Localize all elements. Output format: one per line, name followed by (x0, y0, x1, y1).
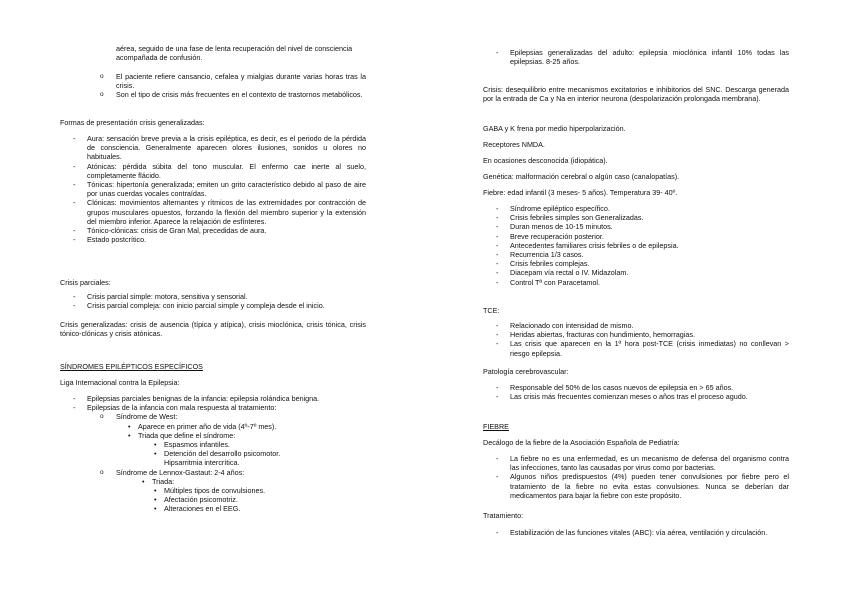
list-item: - Control Tª con Paracetamol. (483, 278, 789, 287)
list-item: - Estado postcrítico. (60, 235, 366, 244)
list-item: - Estabilización de las funciones vitales (ABC): vía aérea, ventilación y circulación. (483, 528, 789, 537)
list-item: - Diacepam vía rectal o IV. Midazolam. (483, 268, 789, 277)
list-item: - Las crisis más frecuentes comienzan meses o años tras el proceso agudo. (483, 392, 789, 401)
west-list (60, 422, 366, 440)
continued-paragraph (60, 44, 366, 62)
list-item: - Síndrome epiléptico específico. (483, 204, 789, 213)
list-item: o Síndrome de West: (60, 412, 366, 421)
list-item: - La fiebre no es una enfermedad, es un mecanismo de defensa del organismo contra las infecciones, tanto las causadas por virus como por bacterias. (483, 454, 789, 472)
list-item: - Heridas abiertas, fracturas con hundimiento, hemorragias. (483, 330, 789, 339)
list-item: - Crisis parcial compleja: con inicio parcial simple y compleja desde el inicio. (60, 301, 366, 310)
section-label: Patología cerebrovascular: (483, 367, 569, 376)
fiebre-list (483, 204, 789, 287)
list-item: - Crisis febriles complejas. (483, 259, 789, 268)
west-heading (60, 412, 366, 421)
list-item: - Relacionado con intensidad de mismo. (483, 321, 789, 330)
section-label: TCE: (483, 306, 500, 315)
list-item: - Recurrencia 1/3 casos. (483, 250, 789, 259)
tratamiento-list (483, 528, 789, 537)
text-line: aérea, seguido de una fase de lenta recuperación del nivel de consciencia (116, 44, 353, 53)
list-item: • Afectación psicomotriz. (60, 495, 366, 504)
list-item: - Antecedentes familiares crisis febriles o de epilepsia. (483, 241, 789, 250)
section-label: Crisis parciales: (60, 278, 111, 287)
lennox-triada (60, 477, 366, 486)
lennox-list (60, 486, 366, 514)
list-item: • Triada: (60, 477, 366, 486)
section-heading: FIEBRE (483, 422, 509, 431)
section-label: Liga Internacional contra la Epilepsia: (60, 378, 180, 387)
list-item: o Síndrome de Lennox-Gastaut: 2-4 años: (60, 468, 366, 477)
lennox-heading (60, 468, 366, 477)
list-item: - Duran menos de 10-15 minutos. (483, 222, 789, 231)
list-item: o El paciente refiere cansancio, cefalea y mialgias durante varias horas tras la crisis. (60, 72, 366, 90)
list-item: - Crisis parcial simple: motora, sensitiva y sensorial. (60, 292, 366, 301)
list-item: - Responsable del 50% de los casos nuevos de epilepsia en > 65 años. (483, 383, 789, 392)
text-line: Receptores NMDA. (483, 140, 545, 149)
postcritical-list (60, 72, 366, 100)
sindromes-outline (60, 394, 366, 514)
formas-list (60, 134, 366, 244)
list-item: • Triada que define el síndrome: (60, 431, 366, 440)
list-item: - Epilepsias de la infancia con mala respuesta al tratamiento: (60, 403, 366, 412)
list-item: - Breve recuperación posterior. (483, 232, 789, 241)
list-item: • Alteraciones en el EEG. (60, 504, 366, 513)
list-item: o Son el tipo de crisis más frecuentes en el contexto de trastornos metabólicos. (60, 90, 366, 99)
text-line: Genética: malformación cerebral o algún caso (canalopatías). (483, 172, 680, 181)
text-line: acompañada de confusión. (116, 53, 203, 63)
list-item: - Tónicas: hipertonía generalizada; emiten un grito característico debido al paso de aire por unas cuerdas vocales contraídas. (60, 180, 366, 198)
list-item: - Algunos niños predispuestos (4%) pueden tener convulsiones por fiebre pero el tratamiento de la fiebre no evita estas convulsiones. Nunca se deberían dar medicamentos para bajar la fiebre con este propósito. (483, 472, 789, 500)
text-line: GABA y K frena por medio hiperpolarización. (483, 124, 626, 133)
list-item: • Aparece en primer año de vida (4º-7º mes). (60, 422, 366, 431)
text-line: Fiebre: edad infantil (3 meses- 5 años). Temperatura 39- 40º. (483, 188, 678, 197)
list-item: - Tónico-clónicas: crisis de Gran Mal, precedidas de aura. (60, 226, 366, 235)
crisis-paragraph: Crisis: desequilibrio entre mecanismos excitatorios e inhibitorios del SNC. Descarga generada por la entrada de Ca y Na en interior neurona (despolarización prolongada membrana). (483, 85, 789, 104)
list-item: - Clónicas: movimientos alternantes y rítmicos de las extremidades por contracción de grupos musculares opuestos, forzando la flexión del miembro superior y la extensión del miembro inferior. Aparece la relajación de esfínteres. (60, 198, 366, 226)
tce-list (483, 321, 789, 358)
list-item: - Epilepsias generalizadas del adulto: epilepsia mioclónica infantil 10% todas las epilepsias. 8-25 años. (483, 48, 789, 66)
list-item: - Atónicas: pérdida súbita del tono muscular. El enfermo cae inerte al suelo, completamente flácido. (60, 162, 366, 180)
section-heading: SÍNDROMES EPILÉPTICOS ESPECÍFICOS (60, 362, 203, 371)
text-line: Hipsarritmia intercrítica. (164, 458, 240, 468)
list-item: • Detención del desarrollo psicomotor. (60, 449, 366, 458)
section-label: Decálogo de la fiebre de la Asociación Española de Pediatría: (483, 438, 680, 447)
generalizadas-paragraph: Crisis generalizadas: crisis de ausencia (típica y atípica), crisis mioclónica, crisis tónica, crisis tónico-clónicas y crisis atónicas. (60, 320, 366, 339)
triada-list (60, 440, 366, 458)
list-item: • Espasmos infantiles. (60, 440, 366, 449)
parciales-list (60, 292, 366, 310)
section-label: Formas de presentación crisis generalizadas: (60, 118, 205, 127)
list-item: - Aura: sensación breve previa a la crisis epiléptica, es decir, es el periodo de la pérdida de consciencia. Generalmente aparecen olores ilusiones, sonidos u olores no habituales. (60, 134, 366, 162)
list-item: - Epilepsias parciales benignas de la infancia: epilepsia rolándica benigna. (60, 394, 366, 403)
decalogo-list (483, 454, 789, 500)
list-item: - Crisis febriles simples son Generalizadas. (483, 213, 789, 222)
adulto-list (483, 48, 789, 66)
list-item: - Las crisis que aparecen en la 1ª hora post-TCE (crisis inmediatas) no conllevan > riesgo epilepsia. (483, 339, 789, 357)
text-line: En ocasiones desconocida (idiopática). (483, 156, 608, 165)
list-item: • Múltiples tipos de convulsiones. (60, 486, 366, 495)
section-label: Tratamiento: (483, 511, 524, 520)
liga-list (60, 394, 366, 412)
patologia-list (483, 383, 789, 401)
